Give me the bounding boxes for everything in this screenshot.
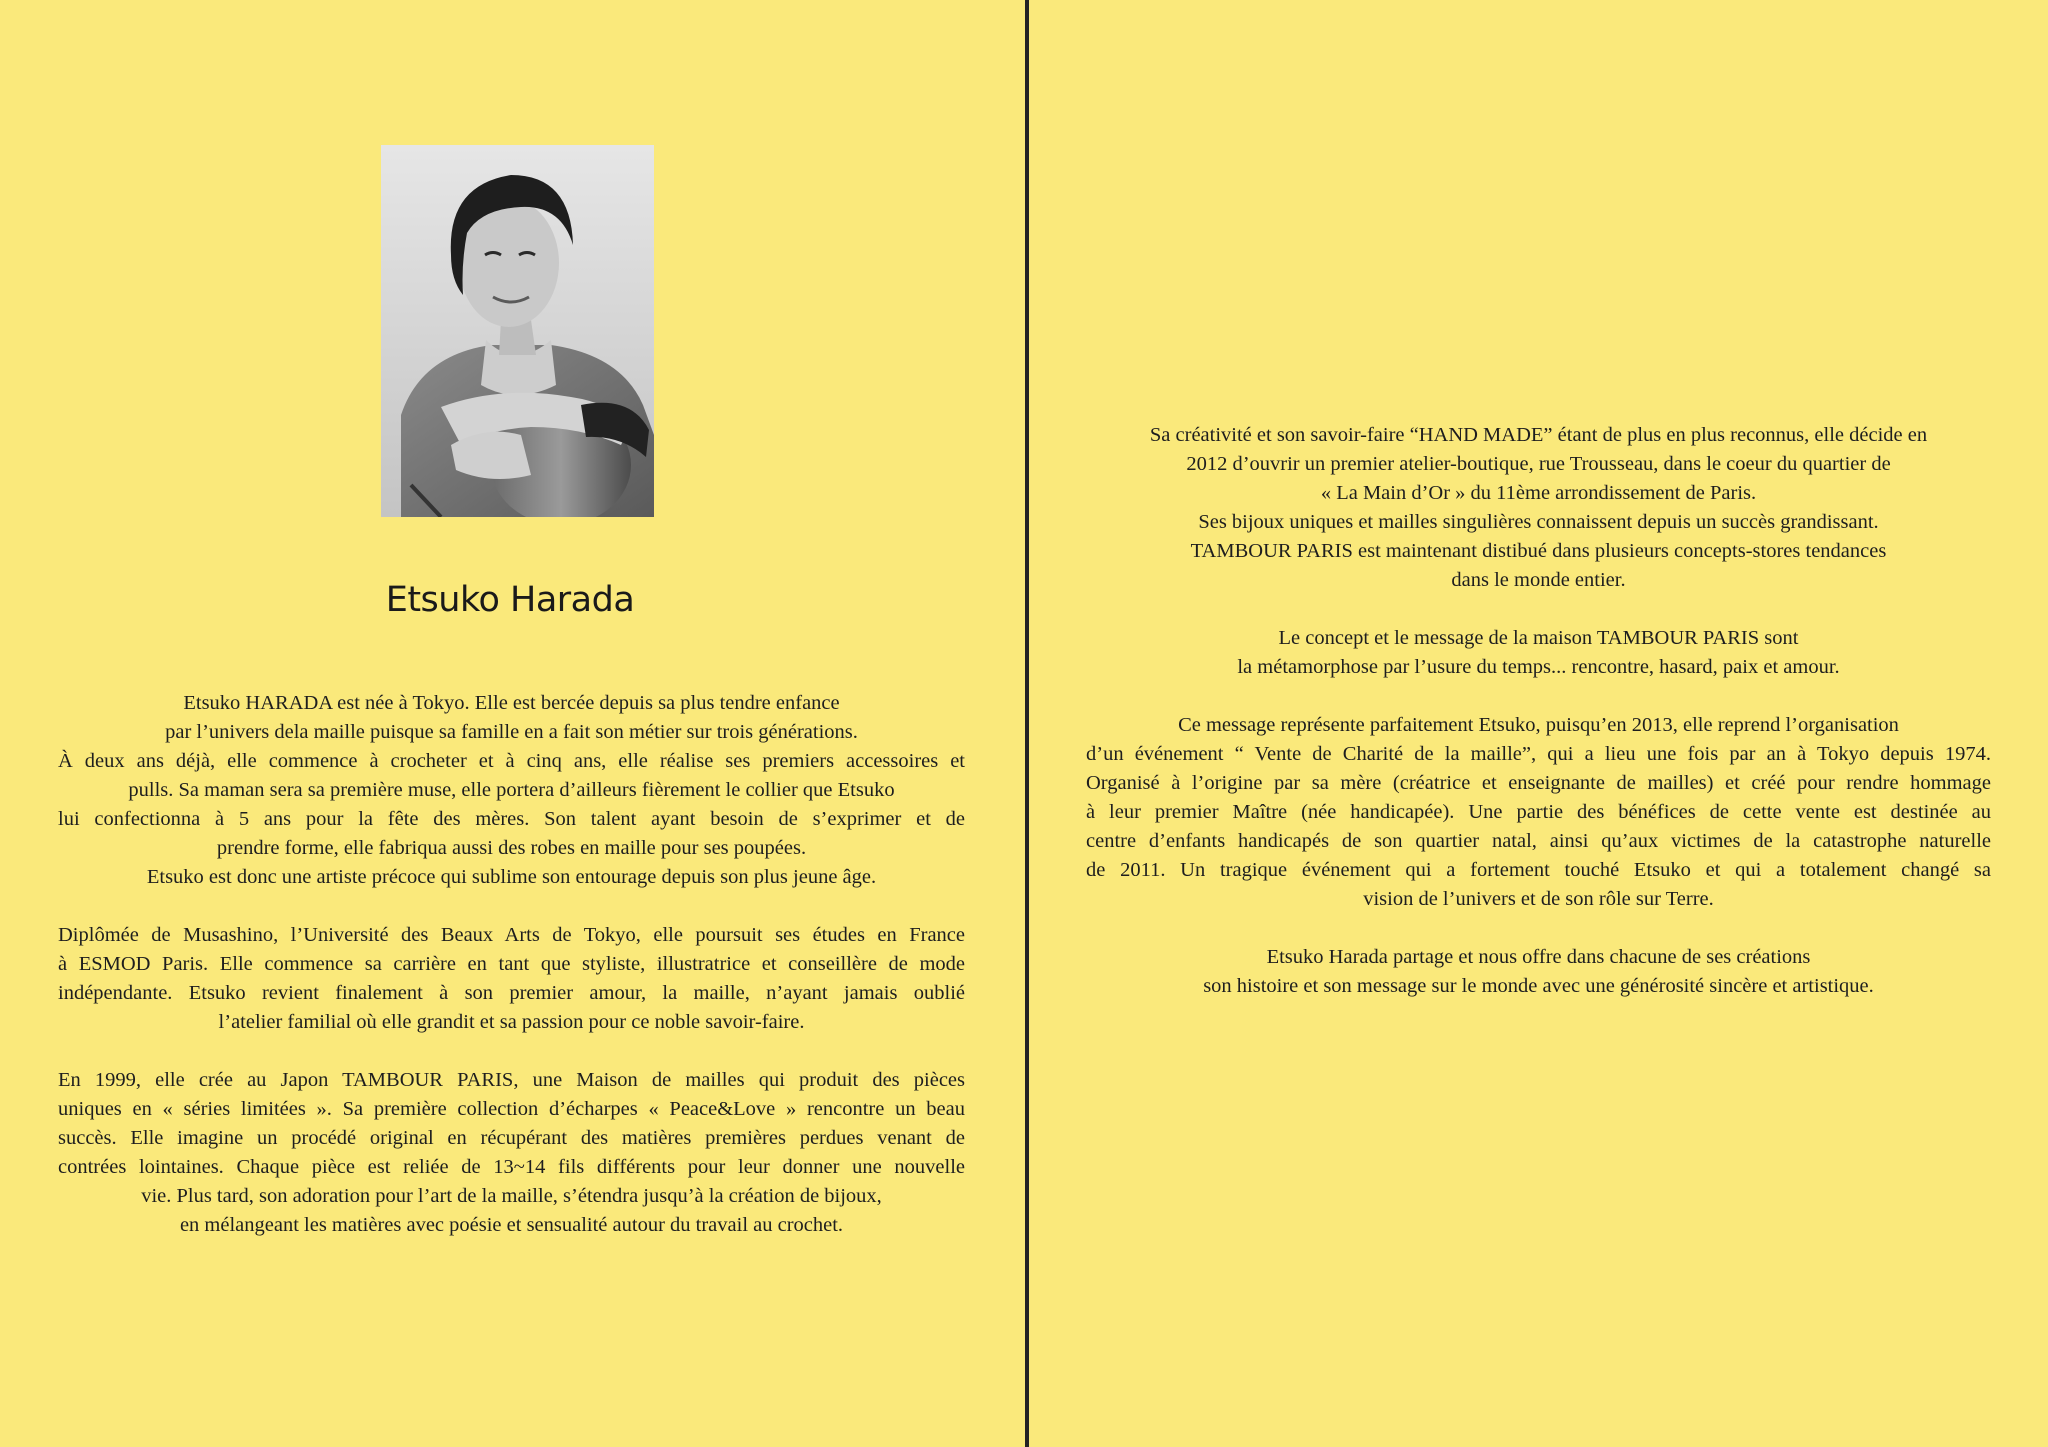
text-line: Etsuko est donc une artiste précoce qui sublime son entourage depuis son plus jeune âge. [146, 866, 877, 888]
text-line: indépendante. Etsuko revient finalement à son premier amour, la maille, n’ayant jamais oublié [58, 982, 965, 1004]
text-line: En 1999, elle crée au Japon TAMBOUR PARIS, une Maison de mailles qui produit des pièces [58, 1069, 965, 1091]
text-line: à leur premier Maître (née handicapée). Une partie des bénéfices de cette vente est destinée au [1086, 801, 1991, 823]
text-line: son histoire et son message sur le monde avec une générosité sincère et artistique. [1203, 975, 1874, 997]
text-line: Etsuko Harada partage et nous offre dans chacune de ses créations [1266, 946, 1811, 968]
text-line: par l’univers dela maille puisque sa famille en a fait son métier sur trois générations. [165, 721, 858, 743]
text-line: de 2011. Un tragique événement qui a fortement touché Etsuko et qui a totalement changé sa [1086, 859, 1991, 881]
text-line: centre d’enfants handicapés de son quartier natal, ainsi qu’aux victimes de la catastrophe naturelle [1086, 830, 1991, 852]
text-line: à ESMOD Paris. Elle commence sa carrière en tant que styliste, illustratrice et conseillère de mode [58, 953, 965, 975]
story-paragraph-boutique [1086, 421, 1991, 595]
text-line: Le concept et le message de la maison TAMBOUR PARIS sont [1278, 627, 1799, 649]
story-paragraph-concept [1086, 624, 1991, 682]
portrait-photo [381, 145, 654, 517]
bio-paragraph-education [58, 921, 965, 1037]
story-paragraph-closing [1086, 943, 1991, 1001]
text-line: Etsuko HARADA est née à Tokyo. Elle est bercée depuis sa plus tendre enfance [183, 692, 840, 714]
text-line: Organisé à l’origine par sa mère (créatrice et enseignante de mailles) et créé pour rendre hommage [1086, 772, 1991, 794]
text-line: À deux ans déjà, elle commence à crocheter et à cinq ans, elle réalise ses premiers accessoires et [58, 750, 965, 772]
text-line: d’un événement “ Vente de Charité de la maille”, qui a lieu une fois par an à Tokyo depuis 1974. [1086, 743, 1991, 765]
text-line: vie. Plus tard, son adoration pour l’art de la maille, s’étendra jusqu’à la création de bijoux, [141, 1185, 882, 1207]
text-line: pulls. Sa maman sera sa première muse, elle portera d’ailleurs fièrement le collier que Etsuko [128, 779, 895, 801]
text-line: prendre forme, elle fabriqua aussi des robes en maille pour ses poupées. [216, 837, 807, 859]
text-line: contrées lointaines. Chaque pièce est reliée de 13~14 fils différents pour leur donner une nouvelle [58, 1156, 965, 1178]
bio-paragraph-childhood [58, 689, 965, 892]
page-divider [1025, 0, 1029, 1447]
text-line: uniques en « séries limitées ». Sa première collection d’écharpes « Peace&Love » rencontre un beau [58, 1098, 965, 1120]
text-line: Sa créativité et son savoir-faire “HAND MADE” étant de plus en plus reconnus, elle décide en [1149, 424, 1928, 446]
text-line: TAMBOUR PARIS est maintenant distibué dans plusieurs concepts-stores tendances [1190, 540, 1887, 562]
text-line: Ce message représente parfaitement Etsuko, puisqu’en 2013, elle reprend l’organisation [1178, 714, 1899, 736]
text-line: l’atelier familial où elle grandit et sa passion pour ce noble savoir-faire. [218, 1011, 805, 1033]
text-line: 2012 d’ouvrir un premier atelier-boutique, rue Trousseau, dans le coeur du quartier de [1186, 453, 1891, 475]
text-line: « La Main d’Or » du 11ème arrondissement de Paris. [1320, 482, 1757, 504]
text-line: vision de l’univers et de son rôle sur Terre. [1363, 888, 1714, 910]
text-line: succès. Elle imagine un procédé original en récupérant des matières premières perdues venant de [58, 1127, 965, 1149]
text-line: en mélangeant les matières avec poésie et sensualité autour du travail au crochet. [179, 1214, 844, 1236]
text-line: Ses bijoux uniques et mailles singulières connaissent depuis un succès grandissant. [1198, 511, 1879, 533]
story-paragraph-charity [1086, 711, 1991, 914]
text-line: dans le monde entier. [1451, 569, 1626, 591]
text-line: Diplômée de Musashino, l’Université des Beaux Arts de Tokyo, elle poursuit ses études en France [58, 924, 965, 946]
bio-paragraph-tambour [58, 1066, 965, 1240]
artist-name: Etsuko Harada [385, 580, 635, 620]
text-line: lui confectionna à 5 ans pour la fête des mères. Son talent ayant besoin de s’exprimer et de [58, 808, 965, 830]
text-line: la métamorphose par l’usure du temps... rencontre, hasard, paix et amour. [1237, 656, 1840, 678]
